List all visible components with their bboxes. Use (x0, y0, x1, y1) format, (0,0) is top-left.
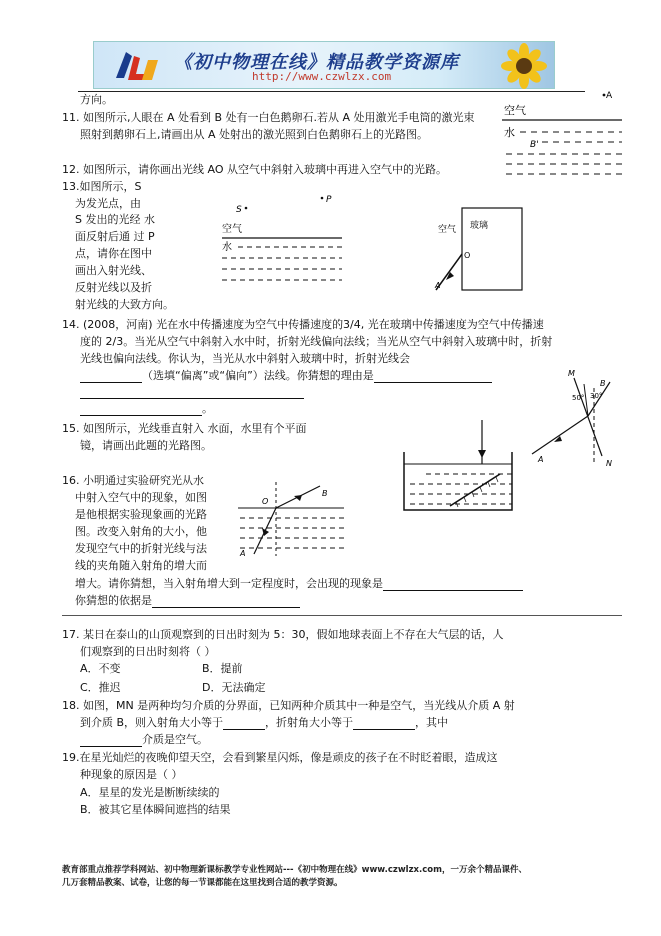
q16-line8: 你猜想的依据是 (75, 594, 152, 607)
q15-figure-mirror (400, 418, 516, 514)
q16-line3: 是他根据实验现象画的光路 (75, 508, 207, 521)
q18-line3: 介质是空气。 (142, 733, 208, 746)
q13-label-A: A (435, 281, 441, 290)
section-divider (62, 615, 622, 616)
sunflower-icon (494, 42, 552, 88)
q17-line2: 们观察到的日出时刻将（ ） (80, 645, 216, 658)
q14-figure-refraction (524, 364, 620, 476)
q16-blank-phenomenon[interactable] (383, 579, 523, 591)
q17-optB[interactable]: B．提前 (202, 662, 243, 675)
header-banner (93, 41, 555, 89)
banner-title: 《初中物理在线》精品教学资源库 (174, 52, 459, 73)
site-logo-icon (108, 46, 168, 84)
q14-label-B: B (600, 379, 606, 388)
q14-blank-reason[interactable] (374, 371, 492, 383)
q18-line3-row (80, 733, 208, 747)
q13-label-O: O (464, 251, 471, 260)
q14-line3: 光线也偏向法线。你认为，当光从水中斜射入玻璃中时，折射光线会 (80, 352, 410, 365)
q14-blank-choice[interactable] (80, 371, 142, 383)
q16-label-A: A (240, 549, 246, 558)
q16-line4: 图。改变入射角的大小，他 (75, 525, 207, 538)
q10-tail: 方向。 (80, 93, 113, 106)
q17-line1: 17. 某日在泰山的山顶观察到的日出时刻为 5：30，假如地球表面上不存在大气层的话，人 (62, 628, 504, 641)
q16-label-O: O (262, 497, 269, 506)
q16-blank-basis[interactable] (152, 596, 300, 608)
footer-line1: 教育部重点推荐学科网站、初中物理新课标教学专业性网站---《初中物理在线》www.czwlzx.com，一万余个精品课件、 (62, 865, 527, 875)
q13-label-glass: 玻璃 (470, 221, 489, 231)
q18-blank-medium[interactable] (80, 735, 142, 747)
q11-figure (498, 86, 628, 178)
q14-blank-reason3[interactable] (80, 404, 202, 416)
q18-line2a: 到介质 B，则入射角大小等于 (80, 716, 224, 729)
q13-label-S: S (236, 205, 242, 215)
q13-line8: 射光线的大致方向。 (75, 298, 174, 311)
q13-figure-glass (436, 204, 526, 296)
q19-optA[interactable]: A．星星的发光是断断续续的 (80, 786, 220, 799)
q11-label-A: A (606, 91, 613, 101)
q13-label-air: 空气 (222, 224, 242, 235)
q17-optD[interactable]: D．无法确定 (202, 681, 266, 694)
q18-line2b: ，折射角大小等于 (265, 716, 354, 729)
q13-line4: 面反射后通 过 P (75, 230, 155, 243)
q16-label-B: B (322, 489, 328, 498)
q19-line2: 种现象的原因是（ ） (80, 768, 183, 781)
q13-label-P: P (326, 195, 332, 205)
q11-label-water: 水 (504, 126, 515, 139)
q14-label-A: A (538, 455, 544, 464)
q14-blank-reason2[interactable] (80, 398, 304, 399)
q14-line5-end: 。 (202, 402, 213, 415)
q11-label-air: 空气 (504, 104, 526, 117)
banner-url[interactable]: http://www.czwlzx.com (252, 70, 392, 83)
q15-line1: 15. 如图所示，光线垂直射入 水面，水里有个平面 (62, 422, 307, 435)
q14-line4-row (80, 369, 492, 383)
q17-optA[interactable]: A．不变 (80, 662, 121, 675)
q19-optB[interactable]: B．被其它星体瞬间遮挡的结果 (80, 803, 231, 816)
q13-figure-water (218, 192, 346, 286)
q16-line1: 16. 小明通过实验研究光从水 (62, 474, 204, 487)
q14-angle-50: 50° (572, 394, 585, 402)
q16-line5: 发现空气中的折射光线与法 (75, 542, 207, 555)
q13-line7: 反射光线以及折 (75, 281, 152, 294)
q18-line1: 18. 如图，MN 是两种均匀介质的分界面，已知两种介质其中一种是空气，当光线从介质 A 射 (62, 699, 515, 712)
q13-line3: S 发出的光经 水 (75, 213, 155, 226)
q14-line1: 14. (2008，河南) 光在水中传播速度为空气中传播速度的3/4, 光在玻璃中传播速度为空气中传播速 (62, 318, 544, 331)
q13-line6: 画出入射光线、 (75, 264, 152, 277)
q14-line2: 度的 2/3。当光从空气中斜射入水中时，折射光线偏向法线；当光从空气中斜射入玻璃中时，折射 (80, 335, 553, 348)
q11-line2: 照射到鹅卵石上,请画出从 A 处射出的激光照到白色鹅卵石上的光路图。 (80, 128, 429, 141)
q17-optC[interactable]: C．推迟 (80, 681, 121, 694)
q16-figure (236, 478, 348, 560)
q15-line2: 镜，请画出此题的光路图。 (80, 439, 212, 452)
q12-text: 12. 如图所示，请你画出光线 AO 从空气中斜射入玻璃中再进入空气中的光路。 (62, 163, 447, 176)
q13-line5: 点，请你在图中 (75, 247, 152, 260)
q13-label-water: 水 (222, 242, 232, 253)
q13-line2: 为发光点，由 (75, 197, 141, 210)
q11-line1: 11. 如图所示,人眼在 A 处看到 B 处有一白色鹅卵石.若从 A 处用激光手电筒的激光束 (62, 111, 475, 124)
q14-label-N: N (606, 459, 612, 468)
q18-blank-refraction[interactable] (353, 718, 415, 730)
q16-line6: 线的夹角随入射角的增大而 (75, 559, 207, 572)
footer-line2: 几万套精品教案、试卷，让您的每一节课都能在这里找到合适的教学资源。 (62, 878, 343, 888)
q19-line1: 19.在星光灿烂的夜晚仰望天空，会看到繁星闪烁，像是顽皮的孩子在不时眨着眼，造成这 (62, 751, 498, 764)
q18-line2-row (80, 716, 448, 730)
q14-label-M: M (568, 369, 575, 378)
q16-line7: 增大。请你猜想，当入射角增大到一定程度时，会出现的现象是 (75, 577, 383, 590)
q14-line4: （选填“偏离”或“偏向”）法线。你猜想的理由是 (142, 369, 374, 382)
q16-line7-row (75, 577, 523, 591)
q13-label-air2: 空气 (438, 225, 457, 235)
q11-label-B: B' (530, 140, 539, 150)
q14-angle-30: 30° (590, 392, 603, 400)
q16-line8-row (75, 594, 300, 608)
q13-line1: 13.如图所示，S (62, 180, 142, 193)
q18-line2c: ，其中 (415, 716, 449, 729)
q18-blank-incidence[interactable] (223, 718, 265, 730)
q14-line5-row (80, 402, 213, 416)
q16-line2: 中射入空气中的现象，如图 (75, 491, 207, 504)
